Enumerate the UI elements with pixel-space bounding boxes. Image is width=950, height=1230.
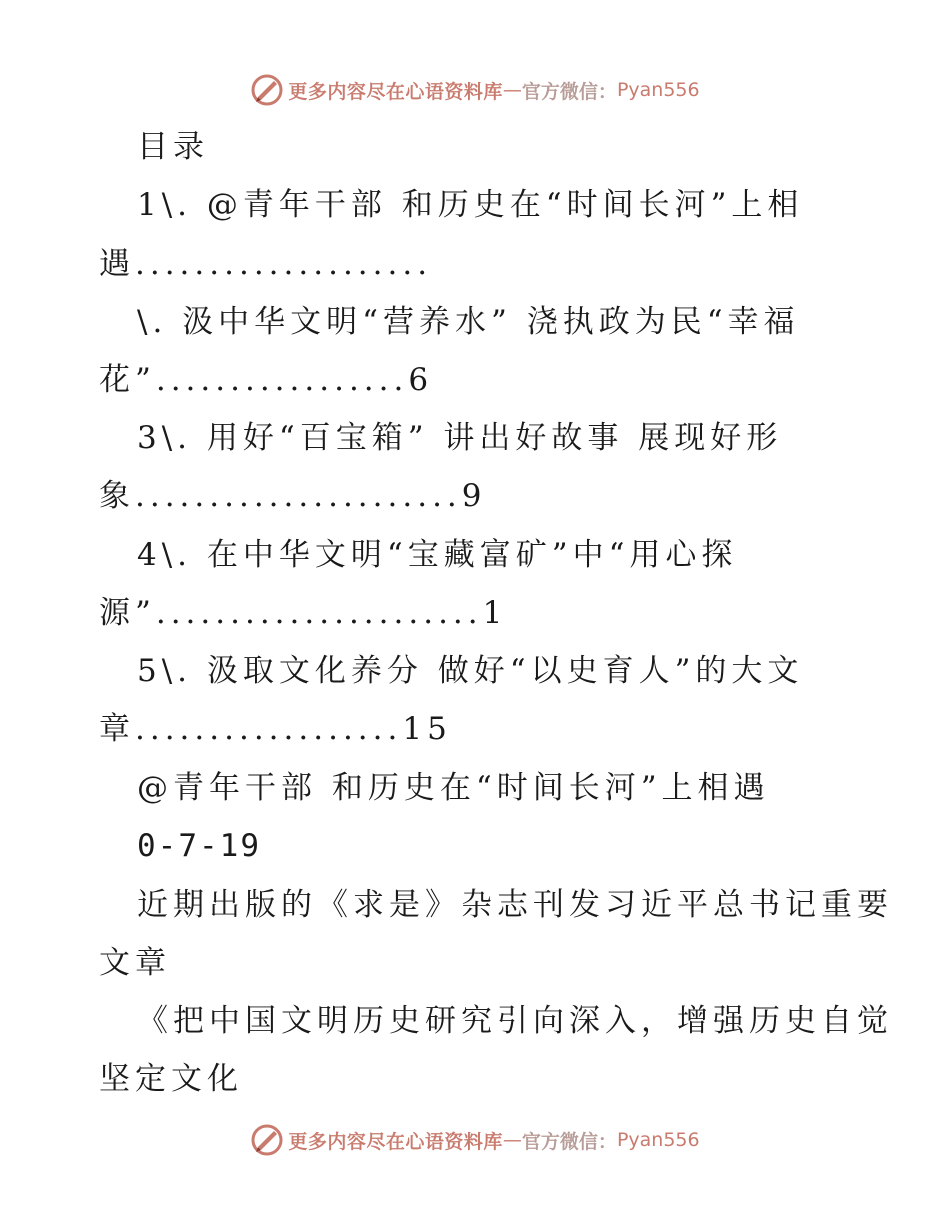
toc-entry-4-line2: 源”......................1	[99, 595, 508, 631]
banner-title: 更多内容尽在心语资料库	[288, 80, 503, 103]
article-paragraph-1-line2: 文章	[99, 945, 171, 981]
footer-banner-wechat-id: Pyan556	[616, 1129, 700, 1151]
banner-separator: —	[502, 79, 522, 101]
footer-banner	[0, 1120, 950, 1160]
toc-entry-5-line2: 章..................15	[99, 711, 452, 747]
banner-contact-label: 官方微信：	[521, 80, 617, 103]
toc-entry-3-line1: 3\. 用好“百宝箱” 讲出好故事 展现好形	[137, 420, 783, 456]
pen-logo-icon	[250, 1123, 284, 1157]
article-paragraph-2-line2: 坚定文化	[99, 1061, 243, 1097]
banner-wechat-id: Pyan556	[616, 79, 700, 101]
toc-heading: 目录	[137, 129, 209, 165]
toc-entry-1-line2: 遇....................	[99, 246, 433, 282]
toc-entry-5-line1: 5\. 汲取文化养分 做好“以史育人”的大文	[137, 653, 804, 689]
pen-logo-icon	[250, 73, 284, 107]
footer-banner-title: 更多内容尽在心语资料库	[288, 1130, 503, 1153]
toc-entry-2-line1: \. 汲中华文明“营养水” 浇执政为民“幸福	[137, 304, 800, 340]
header-banner	[0, 70, 950, 110]
toc-entry-2-line2: 花”.................6	[99, 362, 434, 398]
toc-entry-4-line1: 4\. 在中华文明“宝藏富矿”中“用心探	[137, 537, 738, 573]
footer-banner-separator: —	[502, 1129, 522, 1151]
article-date: 0-7-19	[137, 828, 261, 864]
toc-entry-1-line1: 1\. @青年干部 和历史在“时间长河”上相	[137, 187, 804, 223]
toc-entry-3-line2: 象......................9	[99, 478, 487, 514]
footer-banner-content	[250, 1123, 699, 1157]
footer-banner-contact-label: 官方微信：	[521, 1130, 617, 1153]
article-title: @青年干部 和历史在“时间长河”上相遇	[137, 770, 770, 806]
article-paragraph-1-line1: 近期出版的《求是》杂志刊发习近平总书记重要	[137, 887, 893, 923]
article-paragraph-2-line1: 《把中国文明历史研究引向深入，增强历史自觉	[137, 1003, 893, 1039]
banner-content	[250, 73, 699, 107]
